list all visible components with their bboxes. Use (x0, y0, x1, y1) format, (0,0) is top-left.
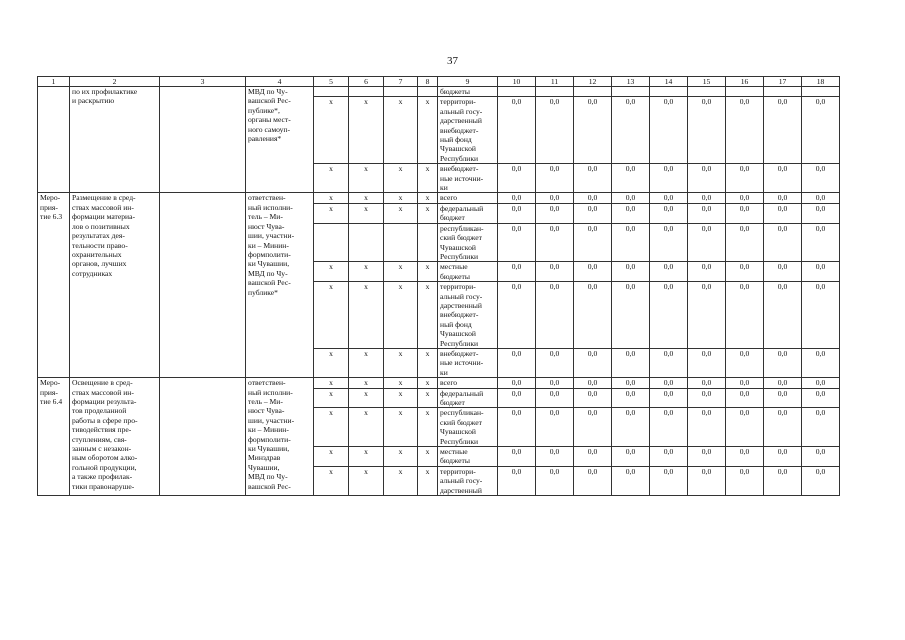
amount-cell: 0,0 (764, 164, 802, 193)
amount-cell: 0,0 (498, 378, 536, 388)
amount-cell: 0,0 (650, 388, 688, 408)
amount-cell: 0,0 (536, 378, 574, 388)
amount-cell: 0,0 (764, 388, 802, 408)
amount-cell: 0,0 (612, 193, 650, 203)
amount-cell: 0,0 (726, 223, 764, 262)
amount-cell: 0,0 (498, 408, 536, 447)
column-header-14: 14 (650, 77, 688, 87)
code-cell: х (418, 447, 438, 467)
column-header-4: 4 (246, 77, 314, 87)
amount-cell: 0,0 (726, 282, 764, 349)
code-cell: х (418, 378, 438, 388)
funding-source-cell: территори- альный госу- дарственный внебюджет- ный фонд Чувашской Республики (438, 97, 498, 164)
amount-cell: 0,0 (612, 348, 650, 377)
code-cell (384, 223, 418, 262)
amount-cell: 0,0 (574, 203, 612, 223)
amount-cell: 0,0 (536, 408, 574, 447)
code-cell: х (384, 447, 418, 467)
amount-cell: 0,0 (726, 388, 764, 408)
event-name-cell: Освещение в сред- ствах массовой ин- формации результа- тов проделанной работы в сфере про- тиводействия пре- ступлениям, свя- занным с незакон- ным оборотом алко- гольной продукции, а также профилак- тики правонаруше- (70, 378, 160, 496)
amount-cell: 0,0 (764, 378, 802, 388)
amount-cell: 0,0 (498, 447, 536, 467)
code-cell: х (349, 97, 384, 164)
code-cell: х (314, 97, 349, 164)
amount-cell: 0,0 (650, 97, 688, 164)
column-header-15: 15 (688, 77, 726, 87)
code-cell: х (418, 193, 438, 203)
amount-cell: 0,0 (536, 223, 574, 262)
amount-cell: 0,0 (536, 97, 574, 164)
amount-cell: 0,0 (650, 282, 688, 349)
column-header-7: 7 (384, 77, 418, 87)
amount-cell: 0,0 (574, 378, 612, 388)
funding-source-cell: республикан- ский бюджет Чувашской Республики (438, 408, 498, 447)
table-row (38, 87, 840, 97)
amount-cell: 0,0 (688, 223, 726, 262)
column-header-2: 2 (70, 77, 160, 87)
amount-cell: 0,0 (612, 408, 650, 447)
amount-cell: 0,0 (612, 378, 650, 388)
amount-cell: 0,0 (802, 282, 840, 349)
amount-cell: 0,0 (802, 408, 840, 447)
code-cell: х (314, 388, 349, 408)
amount-cell: 0,0 (764, 193, 802, 203)
amount-cell: 0,0 (688, 447, 726, 467)
amount-cell: 0,0 (498, 223, 536, 262)
amount-cell: 0,0 (650, 447, 688, 467)
amount-cell: 0,0 (574, 282, 612, 349)
column-header-18: 18 (802, 77, 840, 87)
amount-cell: 0,0 (574, 97, 612, 164)
code-cell (314, 87, 349, 97)
amount-cell: 0,0 (802, 348, 840, 377)
amount-cell: 0,0 (688, 378, 726, 388)
amount-cell: 0,0 (498, 203, 536, 223)
funding-source-cell: территори- альный госу- дарственный внебюджет- ный фонд Чувашской Республики (438, 282, 498, 349)
code-cell: х (349, 466, 384, 495)
amount-cell (650, 87, 688, 97)
amount-cell (764, 87, 802, 97)
column-header-1: 1 (38, 77, 70, 87)
amount-cell: 0,0 (764, 348, 802, 377)
code-cell: х (314, 447, 349, 467)
amount-cell: 0,0 (536, 164, 574, 193)
amount-cell: 0,0 (574, 193, 612, 203)
amount-cell: 0,0 (498, 193, 536, 203)
event-name-cell: Размещение в сред- ствах массовой ин- формации материа- лов о позитивных результатах дея- тельности право- охранительных органов, лучших сотрудниках (70, 193, 160, 378)
code-cell: х (384, 262, 418, 282)
amount-cell: 0,0 (650, 466, 688, 495)
amount-cell: 0,0 (726, 348, 764, 377)
event-id-cell: Меро- прия- тие 6.4 (38, 378, 70, 496)
amount-cell: 0,0 (726, 203, 764, 223)
amount-cell: 0,0 (764, 282, 802, 349)
code-cell: х (349, 193, 384, 203)
code-cell: х (418, 466, 438, 495)
code-cell: х (314, 164, 349, 193)
amount-cell: 0,0 (612, 223, 650, 262)
page-number: 37 (447, 55, 458, 67)
executors-cell: ответствен- ный исполни- тель – Ми- нюст Чува- шии, участни- ки – Минин- формполити- ки Чувашии, МВД по Чу- вашской Рес- публике* (246, 193, 314, 378)
funding-source-cell: бюджеты (438, 87, 498, 97)
amount-cell: 0,0 (498, 164, 536, 193)
amount-cell: 0,0 (574, 447, 612, 467)
code-cell: х (349, 282, 384, 349)
amount-cell (574, 87, 612, 97)
code-cell: х (384, 348, 418, 377)
amount-cell: 0,0 (802, 223, 840, 262)
funding-source-cell: внебюджет- ные источни- ки (438, 348, 498, 377)
funding-source-cell: территори- альный госу- дарственный (438, 466, 498, 495)
code-cell: х (384, 388, 418, 408)
amount-cell: 0,0 (498, 282, 536, 349)
amount-cell: 0,0 (498, 348, 536, 377)
code-cell (384, 87, 418, 97)
funding-source-cell: местные бюджеты (438, 262, 498, 282)
column-header-10: 10 (498, 77, 536, 87)
column-header-17: 17 (764, 77, 802, 87)
amount-cell: 0,0 (574, 348, 612, 377)
code-cell: х (314, 378, 349, 388)
amount-cell: 0,0 (802, 388, 840, 408)
code-cell (349, 223, 384, 262)
executors-cell: МВД по Чу- вашской Рес- публике*, органы мест- ного самоуп- равления* (246, 87, 314, 193)
amount-cell: 0,0 (536, 388, 574, 408)
amount-cell: 0,0 (612, 262, 650, 282)
budget-table (37, 76, 840, 496)
target-cell (160, 193, 246, 378)
amount-cell: 0,0 (688, 262, 726, 282)
amount-cell: 0,0 (764, 97, 802, 164)
amount-cell: 0,0 (688, 193, 726, 203)
amount-cell (536, 87, 574, 97)
header-row (38, 77, 840, 87)
amount-cell (802, 87, 840, 97)
amount-cell (612, 87, 650, 97)
code-cell: х (349, 388, 384, 408)
code-cell: х (349, 203, 384, 223)
amount-cell (498, 87, 536, 97)
amount-cell: 0,0 (650, 223, 688, 262)
funding-source-cell: республикан- ский бюджет Чувашской Республики (438, 223, 498, 262)
target-cell (160, 87, 246, 193)
funding-source-cell: всего (438, 378, 498, 388)
amount-cell: 0,0 (650, 203, 688, 223)
amount-cell: 0,0 (726, 193, 764, 203)
amount-cell: 0,0 (650, 164, 688, 193)
amount-cell: 0,0 (688, 408, 726, 447)
event-name-cell: по их профилактике и раскрытию (70, 87, 160, 193)
code-cell: х (384, 282, 418, 349)
code-cell: х (349, 348, 384, 377)
amount-cell: 0,0 (726, 97, 764, 164)
code-cell: х (349, 164, 384, 193)
column-header-5: 5 (314, 77, 349, 87)
amount-cell: 0,0 (574, 466, 612, 495)
code-cell: х (349, 262, 384, 282)
amount-cell: 0,0 (764, 466, 802, 495)
table-body (38, 77, 840, 496)
amount-cell: 0,0 (726, 262, 764, 282)
code-cell: х (384, 164, 418, 193)
amount-cell: 0,0 (802, 203, 840, 223)
amount-cell: 0,0 (726, 447, 764, 467)
amount-cell: 0,0 (536, 262, 574, 282)
code-cell: х (418, 164, 438, 193)
code-cell: х (314, 262, 349, 282)
amount-cell: 0,0 (650, 348, 688, 377)
column-header-6: 6 (349, 77, 384, 87)
amount-cell: 0,0 (764, 447, 802, 467)
amount-cell: 0,0 (498, 466, 536, 495)
amount-cell: 0,0 (802, 447, 840, 467)
code-cell: х (314, 193, 349, 203)
code-cell: х (314, 466, 349, 495)
code-cell: х (314, 408, 349, 447)
amount-cell: 0,0 (688, 164, 726, 193)
funding-source-cell: всего (438, 193, 498, 203)
amount-cell: 0,0 (688, 388, 726, 408)
amount-cell: 0,0 (802, 262, 840, 282)
amount-cell: 0,0 (726, 378, 764, 388)
amount-cell: 0,0 (650, 193, 688, 203)
code-cell: х (384, 466, 418, 495)
amount-cell: 0,0 (612, 164, 650, 193)
amount-cell (726, 87, 764, 97)
amount-cell: 0,0 (688, 348, 726, 377)
amount-cell: 0,0 (498, 388, 536, 408)
column-header-9: 9 (438, 77, 498, 87)
amount-cell: 0,0 (574, 164, 612, 193)
amount-cell: 0,0 (574, 388, 612, 408)
amount-cell: 0,0 (536, 193, 574, 203)
amount-cell: 0,0 (764, 223, 802, 262)
amount-cell: 0,0 (574, 223, 612, 262)
table-row (38, 378, 840, 388)
funding-source-cell: федеральный бюджет (438, 203, 498, 223)
amount-cell: 0,0 (612, 447, 650, 467)
code-cell: х (384, 193, 418, 203)
amount-cell: 0,0 (688, 466, 726, 495)
code-cell (349, 87, 384, 97)
amount-cell: 0,0 (574, 408, 612, 447)
code-cell (418, 87, 438, 97)
amount-cell: 0,0 (802, 466, 840, 495)
amount-cell: 0,0 (536, 447, 574, 467)
amount-cell: 0,0 (802, 97, 840, 164)
event-id-cell: Меро- прия- тие 6.3 (38, 193, 70, 378)
column-header-3: 3 (160, 77, 246, 87)
amount-cell: 0,0 (688, 203, 726, 223)
code-cell: х (418, 388, 438, 408)
code-cell: х (418, 262, 438, 282)
code-cell: х (384, 378, 418, 388)
amount-cell: 0,0 (536, 203, 574, 223)
amount-cell: 0,0 (536, 348, 574, 377)
amount-cell: 0,0 (726, 466, 764, 495)
amount-cell: 0,0 (650, 408, 688, 447)
code-cell (418, 223, 438, 262)
amount-cell (688, 87, 726, 97)
funding-source-cell: федеральный бюджет (438, 388, 498, 408)
code-cell (314, 223, 349, 262)
amount-cell: 0,0 (650, 378, 688, 388)
code-cell: х (418, 348, 438, 377)
funding-source-cell: внебюджет- ные источни- ки (438, 164, 498, 193)
amount-cell: 0,0 (764, 203, 802, 223)
funding-source-cell: местные бюджеты (438, 447, 498, 467)
code-cell: х (384, 408, 418, 447)
amount-cell: 0,0 (612, 203, 650, 223)
column-header-13: 13 (612, 77, 650, 87)
code-cell: х (418, 408, 438, 447)
column-header-11: 11 (536, 77, 574, 87)
amount-cell: 0,0 (726, 408, 764, 447)
column-header-12: 12 (574, 77, 612, 87)
amount-cell: 0,0 (650, 262, 688, 282)
column-header-16: 16 (726, 77, 764, 87)
amount-cell: 0,0 (802, 193, 840, 203)
amount-cell: 0,0 (612, 466, 650, 495)
amount-cell: 0,0 (536, 466, 574, 495)
code-cell: х (314, 348, 349, 377)
amount-cell: 0,0 (688, 97, 726, 164)
amount-cell: 0,0 (764, 408, 802, 447)
amount-cell: 0,0 (612, 388, 650, 408)
code-cell: х (314, 282, 349, 349)
code-cell: х (349, 378, 384, 388)
target-cell (160, 378, 246, 496)
code-cell: х (418, 203, 438, 223)
amount-cell: 0,0 (764, 262, 802, 282)
column-header-8: 8 (418, 77, 438, 87)
amount-cell: 0,0 (802, 164, 840, 193)
amount-cell: 0,0 (498, 97, 536, 164)
code-cell: х (314, 203, 349, 223)
code-cell: х (418, 97, 438, 164)
table-row (38, 193, 840, 203)
code-cell: х (384, 203, 418, 223)
amount-cell: 0,0 (802, 378, 840, 388)
amount-cell: 0,0 (688, 282, 726, 349)
code-cell: х (418, 282, 438, 349)
amount-cell: 0,0 (612, 282, 650, 349)
code-cell: х (384, 97, 418, 164)
code-cell: х (349, 447, 384, 467)
amount-cell: 0,0 (498, 262, 536, 282)
amount-cell: 0,0 (536, 282, 574, 349)
amount-cell: 0,0 (574, 262, 612, 282)
amount-cell: 0,0 (726, 164, 764, 193)
executors-cell: ответствен- ный исполни- тель – Ми- нюст Чува- шии, участни- ки – Минин- формполити- ки Чувашии, Минздрав Чувашии, МВД по Чу- вашской Рес- (246, 378, 314, 496)
code-cell: х (349, 408, 384, 447)
event-id-cell (38, 87, 70, 193)
amount-cell: 0,0 (612, 97, 650, 164)
